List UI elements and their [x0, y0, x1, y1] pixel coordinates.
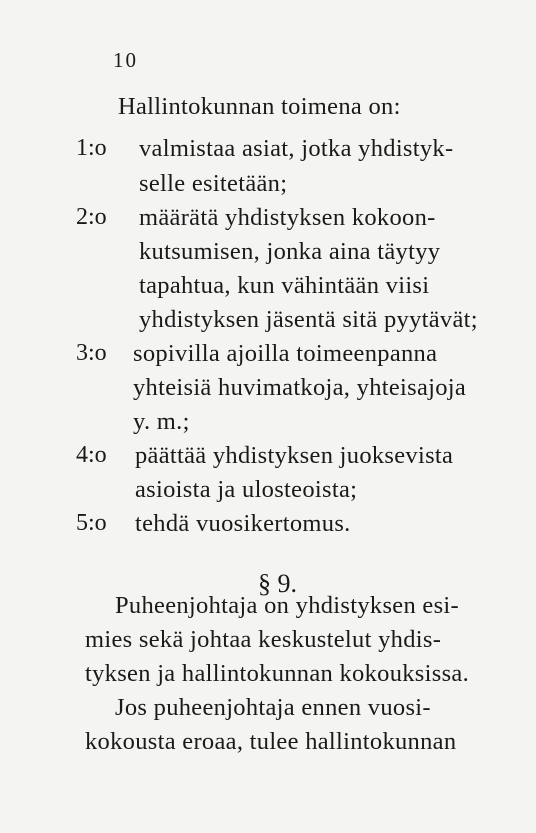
item-line: valmistaa asiat, jotka yhdistyk- — [139, 135, 454, 162]
item-number: 2:o — [76, 204, 107, 230]
paragraph-line: kokousta eroaa, tulee hallintokunnan — [85, 728, 457, 755]
paragraph-line: mies sekä johtaa keskustelut yhdis- — [85, 626, 442, 653]
item-number: 1:o — [76, 135, 107, 161]
paragraph-line: Puheenjohtaja on yhdistyksen esi- — [115, 592, 459, 619]
item-line: asioista ja ulosteoista; — [135, 476, 358, 503]
paragraph-line: tyksen ja hallintokunnan kokouksissa. — [85, 660, 470, 687]
paragraph-line: Jos puheenjohtaja ennen vuosi- — [115, 694, 431, 721]
item-line: määrätä yhdistyksen kokoon- — [139, 204, 436, 231]
item-number: 5:o — [76, 510, 107, 536]
item-line: yhteisiä huvimatkoja, yhteisajoja — [133, 374, 467, 401]
item-line: selle esitetään; — [139, 170, 288, 197]
item-line: päättää yhdistyksen juoksevista — [135, 442, 454, 469]
item-number: 4:o — [76, 442, 107, 468]
item-line: sopivilla ajoilla toimeenpanna — [133, 340, 438, 367]
item-line: yhdistyksen jäsentä sitä pyytävät; — [139, 306, 478, 333]
item-line: tapahtua, kun vähintään viisi — [139, 272, 430, 299]
section-heading: § 9. — [258, 569, 297, 598]
intro-line: Hallintokunnan toimena on: — [118, 93, 401, 120]
page-number: 10 — [113, 48, 138, 72]
item-line: kutsumisen, jonka aina täytyy — [139, 238, 441, 265]
item-line: y. m.; — [133, 408, 190, 435]
item-line: tehdä vuosikertomus. — [135, 510, 351, 537]
item-number: 3:o — [76, 340, 107, 366]
